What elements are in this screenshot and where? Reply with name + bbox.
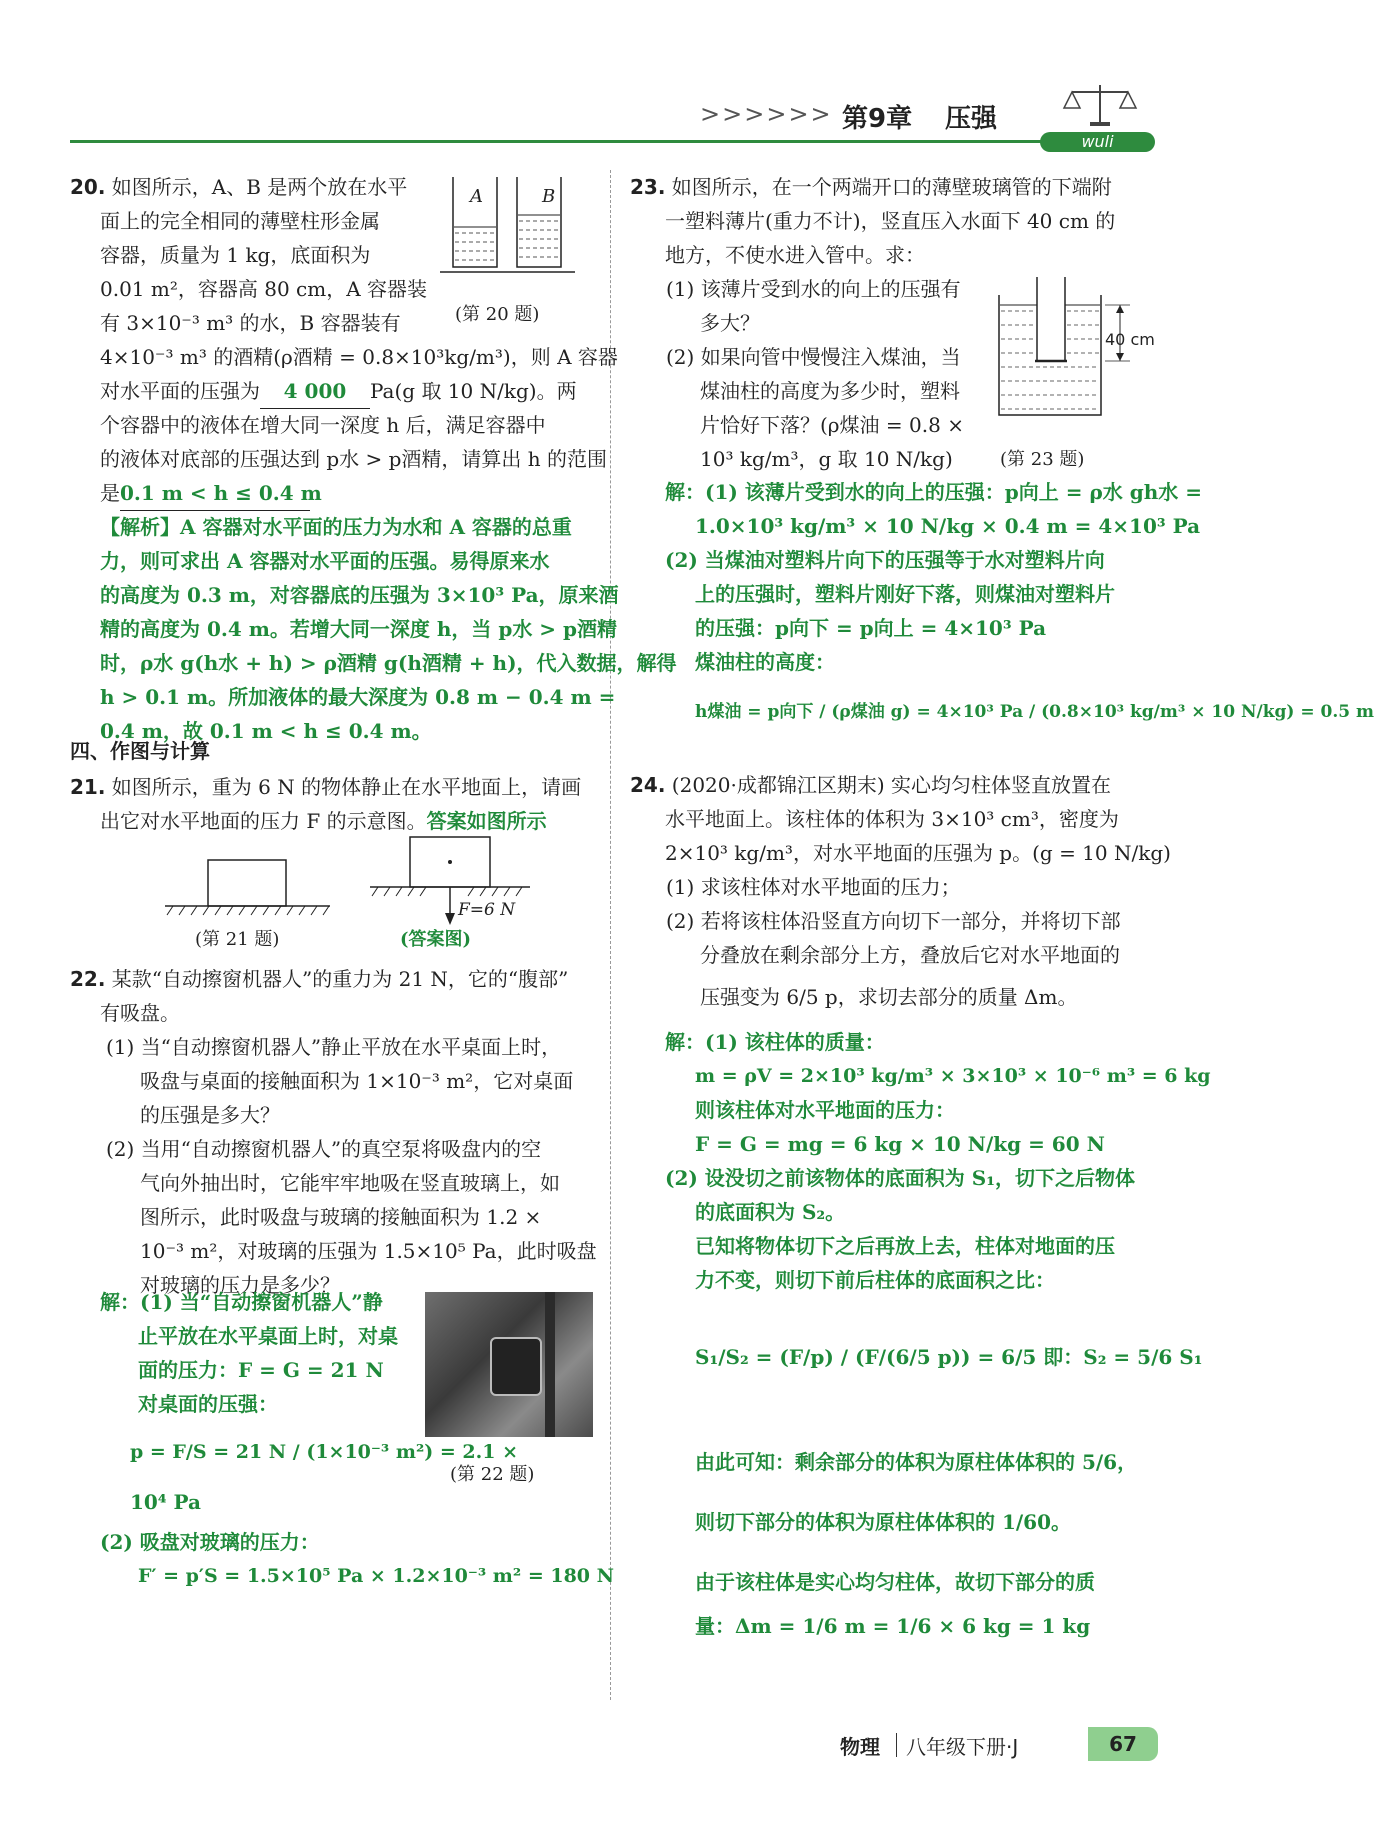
question-number: 24.: [630, 773, 666, 797]
q24-sol-6: 的底面积为 S₂。: [695, 1200, 846, 1224]
analysis-line-2: 力，则可求出 A 容器对水平面的压强。易得原来水: [100, 549, 550, 573]
q20-line-4: 0.01 m²，容器高 80 cm，A 容器装: [100, 277, 428, 301]
q23-sol-7: h煤油 = p向下 / (ρ煤油 g) = 4×10³ Pa / (0.8×10³ kg/m³ × 10 N/kg) = 0.5 m: [695, 702, 1374, 722]
analysis-line-1: 【解析】A 容器对水平面的压力为水和 A 容器的总重: [100, 515, 572, 539]
q24-sol-3: 则该柱体对水平地面的压力：: [695, 1098, 955, 1122]
q24-line-4: (1) 求该柱体对水平地面的压力；: [666, 875, 961, 899]
q20-line-10-prefix: 是: [100, 481, 120, 505]
q24-sol-2: m = ρV = 2×10³ kg/m³ × 3×10³ × 10⁻⁶ m³ = 6 kg: [695, 1065, 1211, 1087]
q24-line-6: 分叠放在剩余部分上方，叠放后它对水平地面的: [700, 943, 1120, 967]
page-number-badge: [1088, 1727, 1158, 1761]
figure-20-caption: (第 20 题): [455, 304, 540, 325]
q22-sol-8: F′ = p′S = 1.5×10⁵ Pa × 1.2×10⁻³ m² = 180 N: [138, 1565, 615, 1587]
analysis-line-7: 0.4 m，故 0.1 m < h ≤ 0.4 m。: [100, 719, 432, 743]
q22-line-4: 吸盘与桌面的接触面积为 1×10⁻³ m²，它对桌面: [140, 1069, 574, 1093]
column-divider: [610, 170, 611, 1700]
q23-sol-4: 上的压强时，塑料片刚好下落，则煤油对塑料片: [695, 582, 1115, 606]
q23-sol-3: (2) 当煤油对塑料片向下的压强等于水对塑料片向: [665, 548, 1105, 572]
q24-line-5: (2) 若将该柱体沿竖直方向切下一部分，并将切下部: [666, 909, 1121, 933]
q23-line-9: 10³ kg/m³，g 取 10 N/kg): [700, 447, 953, 471]
figure-20-containers: [435, 175, 580, 280]
footer-subject: 物理: [840, 1735, 880, 1759]
q23-sol-2: 1.0×10³ kg/m³ × 10 N/kg × 0.4 m = 4×10³ Pa: [695, 514, 1201, 538]
q24-sol-10: 由此可知：剩余部分的体积为原柱体体积的 5/6，: [695, 1450, 1138, 1474]
figure-22-caption: (第 22 题): [450, 1464, 535, 1485]
q23-sol-6: 煤油柱的高度：: [695, 650, 835, 674]
chapter-number: 第9章: [842, 104, 913, 134]
q22-line-2: 有吸盘。: [100, 1001, 180, 1025]
figure-23-caption: (第 23 题): [1000, 449, 1085, 470]
q22-line-1: 某款“自动擦窗机器人”的重力为 21 N，它的“腹部”: [111, 967, 569, 991]
q22-sol-7: (2) 吸盘对玻璃的压力：: [100, 1530, 320, 1554]
question-number: 22.: [70, 967, 106, 991]
q24-sol-1: 解：(1) 该柱体的质量：: [665, 1030, 885, 1054]
analysis-line-6: h > 0.1 m。所加液体的最大深度为 0.8 m − 0.4 m =: [100, 685, 616, 709]
q22-sol-3: 面的压力：F = G = 21 N: [138, 1358, 384, 1382]
footer-separator: [896, 1733, 897, 1757]
analysis-line-3: 的高度为 0.3 m，对容器底的压强为 3×10³ Pa，原来酒: [100, 583, 619, 607]
q22-line-10: 对玻璃的压力是多少？: [140, 1273, 340, 1297]
q22-line-5: 的压强是多大？: [140, 1103, 280, 1127]
q20-line-1: 如图所示，A、B 是两个放在水平: [111, 175, 408, 199]
q24-sol-13: 量：Δm = 1/6 m = 1/6 × 6 kg = 1 kg: [695, 1614, 1091, 1638]
q23-line-3: 地方，不使水进入管中。求：: [665, 243, 925, 267]
q22-sol-2: 止平放在水平桌面上时，对桌: [138, 1324, 398, 1348]
figure-20-label-b: B: [542, 186, 556, 207]
q24-line-3: 2×10³ kg/m³，对水平地面的压强为 p。(g = 10 N/kg): [665, 841, 1171, 865]
question-number: 21.: [70, 775, 106, 799]
figure-21-block: [165, 855, 330, 925]
q24-sol-7: 已知将物体切下之后再放上去，柱体对地面的压: [695, 1234, 1115, 1258]
q23-line-7: 煤油柱的高度为多少时，塑料: [700, 379, 960, 403]
q24-line-2: 水平地面上。该柱体的体积为 3×10³ cm³，密度为: [665, 807, 1119, 831]
q21-line-1: 如图所示，重为 6 N 的物体静止在水平地面上，请画: [111, 775, 582, 799]
figure-21-answer-caption: (答案图): [400, 929, 472, 950]
q20-line-7-prefix: 对水平面的压强为: [100, 379, 260, 403]
figure-21-caption: (第 21 题): [195, 929, 280, 950]
q24-line-1: (2020·成都锦江区期末) 实心均匀柱体竖直放置在: [671, 773, 1112, 797]
section-heading: 四、作图与计算: [70, 739, 210, 763]
analysis-line-4: 精的高度为 0.4 m。若增大同一深度 h，当 p水 > p酒精: [100, 617, 618, 641]
question-number: 20.: [70, 175, 106, 199]
window-robot-icon: [490, 1337, 542, 1396]
q22-sol-5: p = F/S = 21 N / (1×10⁻³ m²) = 2.1 ×: [130, 1441, 519, 1463]
q23-sol-1: 解：(1) 该薄片受到水的向上的压强：p向上 = ρ水 gh水 =: [665, 480, 1202, 504]
q23-line-2: 一塑料薄片(重力不计)，竖直压入水面下 40 cm 的: [665, 209, 1116, 233]
logo-text: wuli: [1081, 132, 1114, 151]
depth-label: 40 cm: [1105, 330, 1155, 349]
q20-line-7-suffix: Pa(g 取 10 N/kg)。两: [370, 379, 577, 403]
q22-sol-4: 对桌面的压强：: [138, 1392, 278, 1416]
q23-line-4: (1) 该薄片受到水的向上的压强有: [666, 277, 961, 301]
answer-blank-1[interactable]: 4 000: [260, 374, 370, 409]
q22-sol-1: 解：(1) 当“自动擦窗机器人”静: [100, 1290, 383, 1314]
q20-line-9: 的液体对底部的压强达到 p水 > p酒精，请算出 h 的范围: [100, 447, 608, 471]
q20-line-5: 有 3×10⁻³ m³ 的水，B 容器装有: [100, 311, 401, 335]
figure-22-photo: [425, 1292, 593, 1437]
figure-23-tube: [995, 275, 1165, 425]
q23-line-8: 片恰好下落？(ρ煤油 = 0.8 ×: [700, 413, 964, 437]
q24-sol-11: 则切下部分的体积为原柱体体积的 1/60。: [695, 1510, 1072, 1534]
q24-sol-8: 力不变，则切下前后柱体的底面积之比：: [695, 1268, 1055, 1292]
answer-blank-2[interactable]: 0.1 m < h ≤ 0.4 m: [120, 476, 310, 511]
page-header: [0, 80, 1250, 150]
chapter-title: 压强: [945, 104, 998, 134]
window-frame: [545, 1292, 555, 1437]
q23-sol-5: 的压强：p向下 = p向上 = 4×10³ Pa: [695, 616, 1047, 640]
q20-line-6: 4×10⁻³ m³ 的酒精(ρ酒精 = 0.8×10³kg/m³)，则 A 容器: [100, 345, 618, 369]
q23-line-5: 多大？: [700, 311, 760, 335]
q24-sol-12: 由于该柱体是实心均匀柱体，故切下部分的质: [695, 1570, 1095, 1594]
figure-20-label-a: A: [470, 186, 483, 207]
q21-line-2: 出它对水平地面的压力 F 的示意图。: [100, 809, 427, 833]
analysis-line-5: 时，ρ水 g(h水 + h) > ρ酒精 g(h酒精 + h)，代入数据，解得: [100, 651, 677, 675]
q24-line-7: 压强变为 6/5 p，求切去部分的质量 Δm。: [700, 985, 1078, 1009]
scale-logo-icon: [1060, 80, 1140, 130]
q20-line-2: 面上的完全相同的薄壁柱形金属: [100, 209, 380, 233]
q24-sol-9: S₁/S₂ = (F/p) / (F/(6/5 p)) = 6/5 即：S₂ = 5/6 S₁: [695, 1345, 1203, 1369]
q22-line-7: 气向外抽出时，它能牢牢地吸在竖直玻璃上，如: [140, 1171, 560, 1195]
q23-line-6: (2) 如果向管中慢慢注入煤油，当: [666, 345, 961, 369]
q22-sol-6: 10⁴ Pa: [130, 1490, 202, 1514]
question-number: 23.: [630, 175, 666, 199]
logo-badge: [1040, 132, 1155, 152]
q22-line-6: (2) 当用“自动擦窗机器人”的真空泵将吸盘内的空: [106, 1137, 542, 1161]
q24-sol-4: F = G = mg = 6 kg × 10 N/kg = 60 N: [695, 1132, 1105, 1156]
q20-line-8: 个容器中的液体在增大同一深度 h 后，满足容器中: [100, 413, 546, 437]
header-rule: [70, 140, 1150, 143]
q22-line-9: 10⁻³ m²，对玻璃的压强为 1.5×10⁵ Pa，此时吸盘: [140, 1239, 597, 1263]
q24-sol-5: (2) 设没切之前该物体的底面积为 S₁，切下之后物体: [665, 1166, 1135, 1190]
page-footer: [830, 1727, 1160, 1763]
page-number: 67: [1109, 1732, 1137, 1756]
q22-line-8: 图所示，此时吸盘与玻璃的接触面积为 1.2 ×: [140, 1205, 542, 1229]
q23-line-1: 如图所示，在一个两端开口的薄壁玻璃管的下端附: [671, 175, 1112, 199]
q20-line-3: 容器，质量为 1 kg，底面积为: [100, 243, 371, 267]
footer-grade: 八年级下册·J: [906, 1735, 1019, 1759]
q21-answer-note: 答案如图所示: [426, 809, 547, 833]
header-arrows: >>>>>>: [700, 100, 833, 128]
force-label: F=6 N: [458, 900, 516, 920]
q22-line-3: (1) 当“自动擦窗机器人”静止平放在水平桌面上时，: [106, 1035, 562, 1059]
